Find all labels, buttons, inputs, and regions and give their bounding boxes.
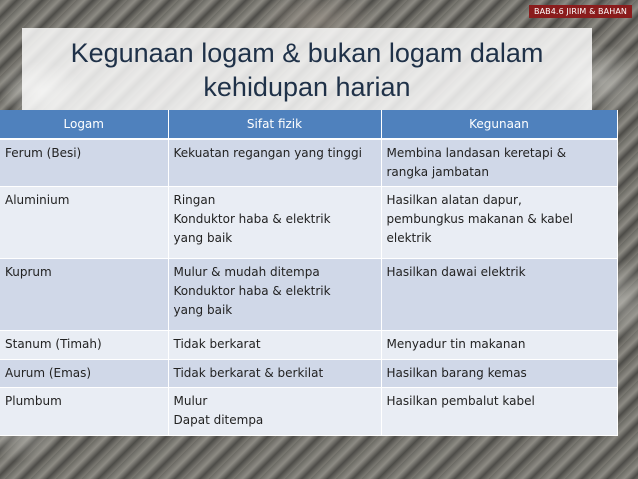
table-row bbox=[0, 331, 617, 360]
cell-line: Hasilkan pembalut kabel bbox=[386, 394, 535, 408]
cell-logam: Ferum (Besi) bbox=[0, 139, 168, 187]
cell-line: rangka jambatan bbox=[386, 165, 489, 179]
metals-table bbox=[0, 110, 618, 436]
cell-line: Kekuatan regangan yang tinggi bbox=[173, 146, 362, 160]
cell-sifat bbox=[168, 360, 381, 388]
table-row bbox=[0, 187, 617, 259]
cell-line: Tidak berkarat & berkilat bbox=[173, 366, 324, 380]
cell-logam: Stanum (Timah) bbox=[0, 331, 168, 360]
cell-line: Mulur & mudah ditempa bbox=[173, 265, 320, 279]
table-row bbox=[0, 259, 617, 331]
chapter-badge: BAB4.6 JIRIM & BAHAN bbox=[529, 5, 632, 18]
slide-title bbox=[22, 36, 592, 104]
cell-sifat bbox=[168, 259, 381, 331]
header-kegunaan: Kegunaan bbox=[381, 110, 617, 139]
cell-line: Hasilkan alatan dapur, bbox=[386, 193, 522, 207]
cell-kegunaan bbox=[381, 360, 617, 388]
cell-line: Membina landasan keretapi & bbox=[386, 146, 567, 160]
cell-line: Dapat ditempa bbox=[173, 413, 264, 427]
cell-kegunaan bbox=[381, 331, 617, 360]
cell-kegunaan bbox=[381, 259, 617, 331]
cell-kegunaan bbox=[381, 139, 617, 187]
cell-line: elektrik bbox=[386, 231, 432, 245]
header-logam: Logam bbox=[0, 110, 168, 139]
cell-line: yang baik bbox=[173, 231, 233, 245]
cell-kegunaan bbox=[381, 388, 617, 436]
title-line-1: Kegunaan logam & bukan logam dalam bbox=[70, 38, 544, 68]
table-header-row bbox=[0, 110, 617, 139]
header-sifat-fizik: Sifat fizik bbox=[168, 110, 381, 139]
cell-line: Hasilkan dawai elektrik bbox=[386, 265, 526, 279]
cell-sifat bbox=[168, 139, 381, 187]
cell-logam: Aluminium bbox=[0, 187, 168, 259]
table-row bbox=[0, 139, 617, 187]
cell-sifat bbox=[168, 331, 381, 360]
cell-line: Tidak berkarat bbox=[173, 337, 261, 351]
cell-line: pembungkus makanan & kabel bbox=[386, 212, 573, 226]
cell-logam: Aurum (Emas) bbox=[0, 360, 168, 388]
cell-sifat bbox=[168, 388, 381, 436]
title-line-2: kehidupan harian bbox=[203, 72, 411, 102]
cell-line: Mulur bbox=[173, 394, 208, 408]
cell-kegunaan bbox=[381, 187, 617, 259]
cell-logam: Kuprum bbox=[0, 259, 168, 331]
cell-line: Hasilkan barang kemas bbox=[386, 366, 527, 380]
cell-logam: Plumbum bbox=[0, 388, 168, 436]
cell-line: yang baik bbox=[173, 303, 233, 317]
cell-line: Menyadur tin makanan bbox=[386, 337, 526, 351]
cell-line: Konduktor haba & elektrik bbox=[173, 284, 331, 298]
cell-line: Konduktor haba & elektrik bbox=[173, 212, 331, 226]
table-row bbox=[0, 360, 617, 388]
table-row bbox=[0, 388, 617, 436]
cell-line: Ringan bbox=[173, 193, 216, 207]
cell-sifat bbox=[168, 187, 381, 259]
